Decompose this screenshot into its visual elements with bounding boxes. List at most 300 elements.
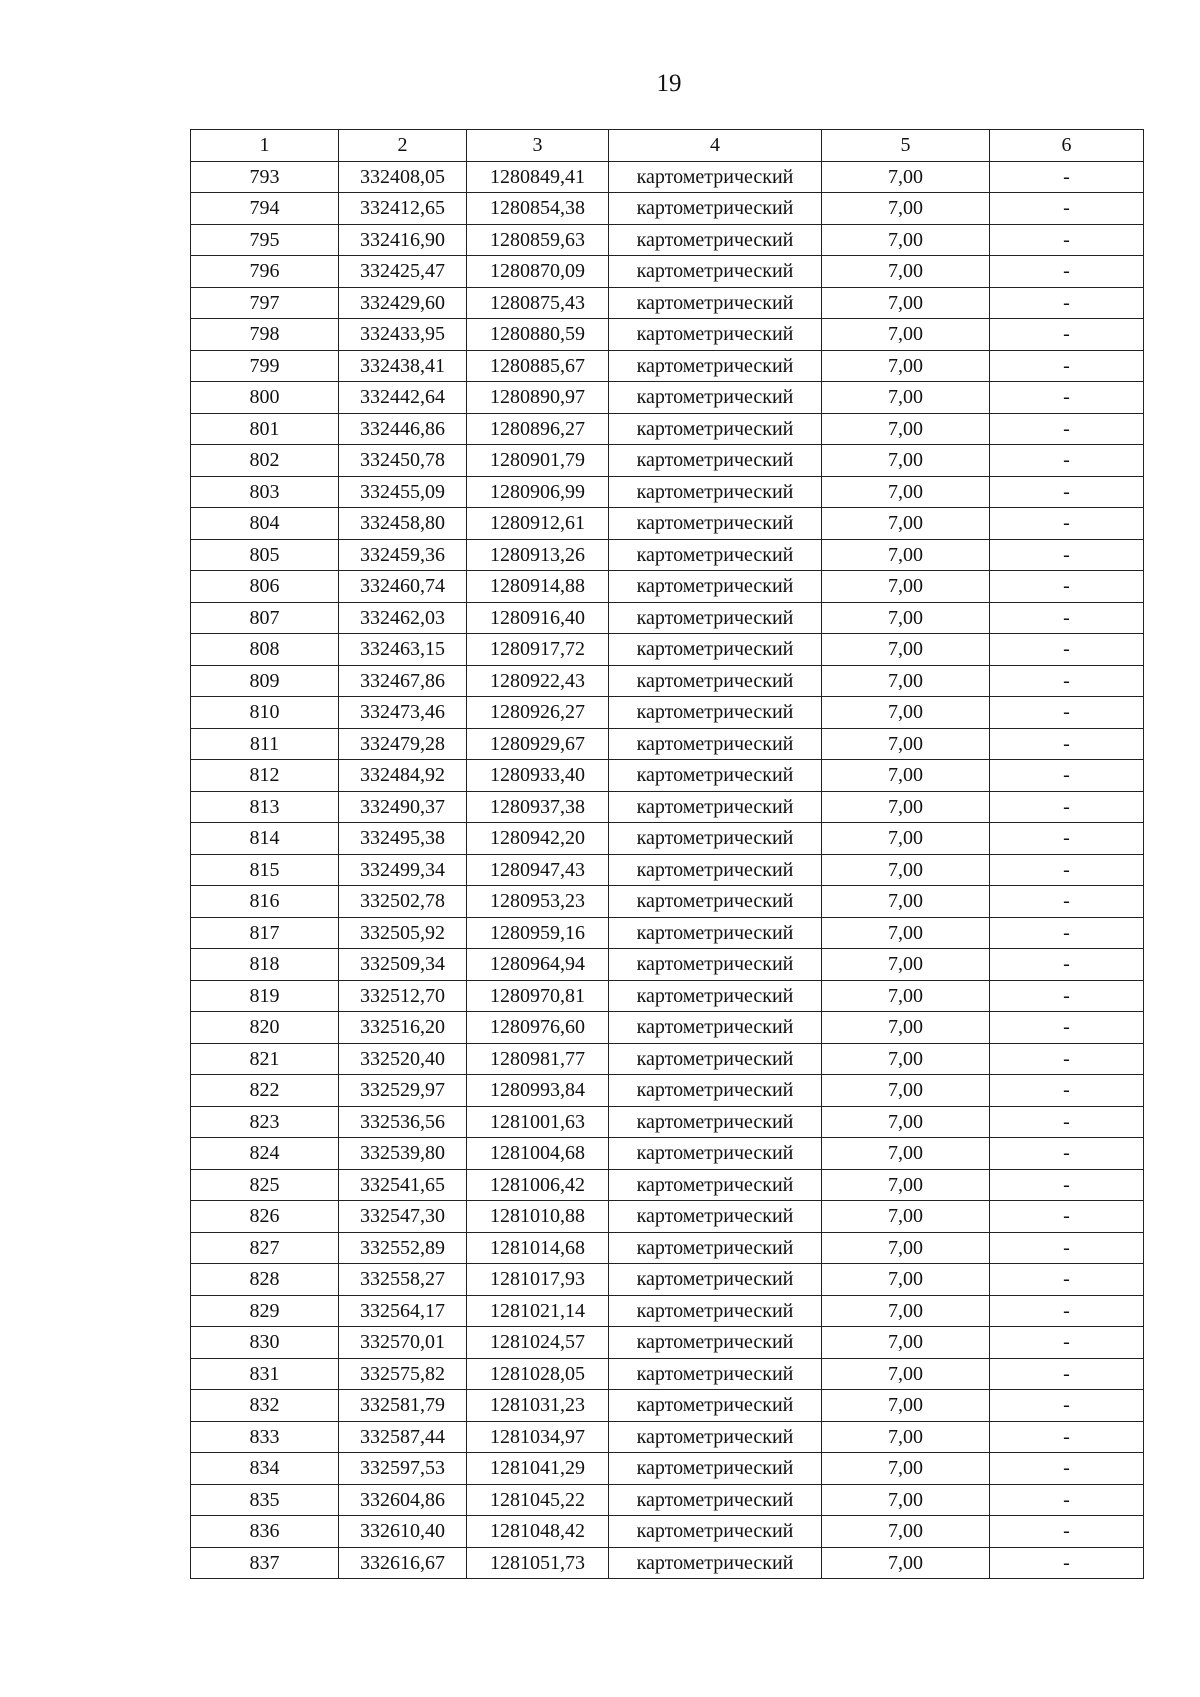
accuracy-cell: 7,00 [822,602,990,634]
point-number-cell: 814 [191,823,339,855]
x-coordinate-cell: 332462,03 [339,602,467,634]
table-row [191,1075,1144,1107]
description-cell: - [990,1169,1144,1201]
description-cell: - [990,665,1144,697]
point-number-cell: 821 [191,1043,339,1075]
method-cell: картометрический [609,917,822,949]
x-coordinate-cell: 332520,40 [339,1043,467,1075]
y-coordinate-cell: 1280964,94 [467,949,609,981]
table-row [191,1138,1144,1170]
x-coordinate-cell: 332564,17 [339,1295,467,1327]
description-cell: - [990,760,1144,792]
accuracy-cell: 7,00 [822,854,990,886]
description-cell: - [990,161,1144,193]
point-number-cell: 825 [191,1169,339,1201]
accuracy-cell: 7,00 [822,760,990,792]
y-coordinate-cell: 1280896,27 [467,413,609,445]
accuracy-cell: 7,00 [822,1453,990,1485]
table-row [191,1516,1144,1548]
accuracy-cell: 7,00 [822,791,990,823]
x-coordinate-cell: 332463,15 [339,634,467,666]
table-row [191,350,1144,382]
accuracy-cell: 7,00 [822,1138,990,1170]
accuracy-cell: 7,00 [822,823,990,855]
y-coordinate-cell: 1281028,05 [467,1358,609,1390]
y-coordinate-cell: 1281010,88 [467,1201,609,1233]
table-row [191,1358,1144,1390]
x-coordinate-cell: 332459,36 [339,539,467,571]
y-coordinate-cell: 1280981,77 [467,1043,609,1075]
y-coordinate-cell: 1280859,63 [467,224,609,256]
point-number-cell: 802 [191,445,339,477]
description-cell: - [990,1484,1144,1516]
description-cell: - [990,350,1144,382]
point-number-cell: 831 [191,1358,339,1390]
x-coordinate-cell: 332539,80 [339,1138,467,1170]
table-row [191,1012,1144,1044]
x-coordinate-cell: 332479,28 [339,728,467,760]
accuracy-cell: 7,00 [822,1075,990,1107]
x-coordinate-cell: 332455,09 [339,476,467,508]
accuracy-cell: 7,00 [822,1327,990,1359]
accuracy-cell: 7,00 [822,287,990,319]
method-cell: картометрический [609,1295,822,1327]
point-number-cell: 804 [191,508,339,540]
accuracy-cell: 7,00 [822,1264,990,1296]
accuracy-cell: 7,00 [822,1232,990,1264]
method-cell: картометрический [609,1232,822,1264]
description-cell: - [990,980,1144,1012]
y-coordinate-cell: 1280929,67 [467,728,609,760]
method-cell: картометрический [609,193,822,225]
x-coordinate-cell: 332558,27 [339,1264,467,1296]
point-number-cell: 833 [191,1421,339,1453]
table-row [191,1043,1144,1075]
y-coordinate-cell: 1280906,99 [467,476,609,508]
point-number-cell: 808 [191,634,339,666]
method-cell: картометрический [609,256,822,288]
table-row [191,287,1144,319]
y-coordinate-cell: 1280970,81 [467,980,609,1012]
method-cell: картометрический [609,1516,822,1548]
method-cell: картометрический [609,1358,822,1390]
table-row [191,539,1144,571]
x-coordinate-cell: 332512,70 [339,980,467,1012]
y-coordinate-cell: 1281048,42 [467,1516,609,1548]
point-number-cell: 801 [191,413,339,445]
accuracy-cell: 7,00 [822,382,990,414]
method-cell: картометрический [609,508,822,540]
description-cell: - [990,823,1144,855]
point-number-cell: 836 [191,1516,339,1548]
x-coordinate-cell: 332458,80 [339,508,467,540]
y-coordinate-cell: 1281051,73 [467,1547,609,1579]
method-cell: картометрический [609,571,822,603]
method-cell: картометрический [609,886,822,918]
table-body [191,161,1144,1579]
table-row [191,1327,1144,1359]
point-number-cell: 830 [191,1327,339,1359]
point-number-cell: 816 [191,886,339,918]
x-coordinate-cell: 332541,65 [339,1169,467,1201]
y-coordinate-cell: 1280849,41 [467,161,609,193]
point-number-cell: 807 [191,602,339,634]
point-number-cell: 799 [191,350,339,382]
point-number-cell: 829 [191,1295,339,1327]
accuracy-cell: 7,00 [822,697,990,729]
y-coordinate-cell: 1281004,68 [467,1138,609,1170]
description-cell: - [990,1232,1144,1264]
y-coordinate-cell: 1280953,23 [467,886,609,918]
table-row [191,571,1144,603]
x-coordinate-cell: 332597,53 [339,1453,467,1485]
description-cell: - [990,697,1144,729]
description-cell: - [990,1138,1144,1170]
description-cell: - [990,476,1144,508]
coordinates-table [190,129,1144,1579]
description-cell: - [990,1043,1144,1075]
point-number-cell: 812 [191,760,339,792]
description-cell: - [990,1547,1144,1579]
table-row [191,1484,1144,1516]
description-cell: - [990,634,1144,666]
table-row [191,1106,1144,1138]
accuracy-cell: 7,00 [822,1358,990,1390]
point-number-cell: 809 [191,665,339,697]
column-header: 3 [467,130,609,162]
accuracy-cell: 7,00 [822,1106,990,1138]
point-number-cell: 820 [191,1012,339,1044]
table-row [191,413,1144,445]
table-row [191,224,1144,256]
description-cell: - [990,1295,1144,1327]
method-cell: картометрический [609,1421,822,1453]
x-coordinate-cell: 332575,82 [339,1358,467,1390]
point-number-cell: 822 [191,1075,339,1107]
table-row [191,917,1144,949]
table-row [191,319,1144,351]
table-row [191,1169,1144,1201]
accuracy-cell: 7,00 [822,949,990,981]
x-coordinate-cell: 332536,56 [339,1106,467,1138]
description-cell: - [990,1453,1144,1485]
description-cell: - [990,1201,1144,1233]
point-number-cell: 826 [191,1201,339,1233]
description-cell: - [990,949,1144,981]
x-coordinate-cell: 332433,95 [339,319,467,351]
accuracy-cell: 7,00 [822,917,990,949]
point-number-cell: 827 [191,1232,339,1264]
y-coordinate-cell: 1280912,61 [467,508,609,540]
accuracy-cell: 7,00 [822,1547,990,1579]
x-coordinate-cell: 332581,79 [339,1390,467,1422]
accuracy-cell: 7,00 [822,445,990,477]
x-coordinate-cell: 332505,92 [339,917,467,949]
point-number-cell: 828 [191,1264,339,1296]
accuracy-cell: 7,00 [822,161,990,193]
accuracy-cell: 7,00 [822,1390,990,1422]
y-coordinate-cell: 1281034,97 [467,1421,609,1453]
accuracy-cell: 7,00 [822,1295,990,1327]
method-cell: картометрический [609,1484,822,1516]
table-row [191,949,1144,981]
point-number-cell: 811 [191,728,339,760]
table-row [191,1421,1144,1453]
table-row [191,728,1144,760]
x-coordinate-cell: 332570,01 [339,1327,467,1359]
description-cell: - [990,287,1144,319]
description-cell: - [990,1358,1144,1390]
y-coordinate-cell: 1280917,72 [467,634,609,666]
point-number-cell: 817 [191,917,339,949]
method-cell: картометрический [609,791,822,823]
point-number-cell: 805 [191,539,339,571]
y-coordinate-cell: 1281017,93 [467,1264,609,1296]
method-cell: картометрический [609,1453,822,1485]
accuracy-cell: 7,00 [822,1484,990,1516]
point-number-cell: 810 [191,697,339,729]
table-row [191,1547,1144,1579]
description-cell: - [990,1327,1144,1359]
method-cell: картометрический [609,1264,822,1296]
method-cell: картометрический [609,350,822,382]
description-cell: - [990,539,1144,571]
point-number-cell: 795 [191,224,339,256]
method-cell: картометрический [609,1547,822,1579]
description-cell: - [990,602,1144,634]
y-coordinate-cell: 1280947,43 [467,854,609,886]
x-coordinate-cell: 332529,97 [339,1075,467,1107]
accuracy-cell: 7,00 [822,413,990,445]
accuracy-cell: 7,00 [822,350,990,382]
table-row [191,760,1144,792]
y-coordinate-cell: 1281014,68 [467,1232,609,1264]
method-cell: картометрический [609,665,822,697]
column-header: 2 [339,130,467,162]
y-coordinate-cell: 1280937,38 [467,791,609,823]
description-cell: - [990,413,1144,445]
method-cell: картометрический [609,634,822,666]
table-row [191,823,1144,855]
point-number-cell: 797 [191,287,339,319]
accuracy-cell: 7,00 [822,1516,990,1548]
description-cell: - [990,193,1144,225]
y-coordinate-cell: 1280916,40 [467,602,609,634]
point-number-cell: 834 [191,1453,339,1485]
method-cell: картометрический [609,760,822,792]
x-coordinate-cell: 332610,40 [339,1516,467,1548]
description-cell: - [990,382,1144,414]
y-coordinate-cell: 1280890,97 [467,382,609,414]
accuracy-cell: 7,00 [822,665,990,697]
method-cell: картометрический [609,1201,822,1233]
description-cell: - [990,1390,1144,1422]
table-row [191,886,1144,918]
accuracy-cell: 7,00 [822,886,990,918]
method-cell: картометрический [609,1169,822,1201]
description-cell: - [990,1516,1144,1548]
y-coordinate-cell: 1281031,23 [467,1390,609,1422]
accuracy-cell: 7,00 [822,1012,990,1044]
method-cell: картометрический [609,1390,822,1422]
description-cell: - [990,508,1144,540]
y-coordinate-cell: 1281024,57 [467,1327,609,1359]
accuracy-cell: 7,00 [822,256,990,288]
column-header: 6 [990,130,1144,162]
table-row [191,508,1144,540]
table-row [191,665,1144,697]
method-cell: картометрический [609,980,822,1012]
point-number-cell: 824 [191,1138,339,1170]
x-coordinate-cell: 332499,34 [339,854,467,886]
table-row [191,1295,1144,1327]
description-cell: - [990,224,1144,256]
x-coordinate-cell: 332425,47 [339,256,467,288]
description-cell: - [990,319,1144,351]
point-number-cell: 793 [191,161,339,193]
method-cell: картометрический [609,949,822,981]
x-coordinate-cell: 332429,60 [339,287,467,319]
y-coordinate-cell: 1280901,79 [467,445,609,477]
accuracy-cell: 7,00 [822,319,990,351]
y-coordinate-cell: 1280926,27 [467,697,609,729]
y-coordinate-cell: 1280875,43 [467,287,609,319]
method-cell: картометрический [609,1138,822,1170]
description-cell: - [990,1106,1144,1138]
method-cell: картометрический [609,602,822,634]
accuracy-cell: 7,00 [822,728,990,760]
accuracy-cell: 7,00 [822,571,990,603]
method-cell: картометрический [609,476,822,508]
y-coordinate-cell: 1281006,42 [467,1169,609,1201]
x-coordinate-cell: 332516,20 [339,1012,467,1044]
point-number-cell: 803 [191,476,339,508]
x-coordinate-cell: 332473,46 [339,697,467,729]
y-coordinate-cell: 1280885,67 [467,350,609,382]
table-row [191,445,1144,477]
y-coordinate-cell: 1280854,38 [467,193,609,225]
y-coordinate-cell: 1280914,88 [467,571,609,603]
accuracy-cell: 7,00 [822,634,990,666]
point-number-cell: 818 [191,949,339,981]
point-number-cell: 813 [191,791,339,823]
description-cell: - [990,1421,1144,1453]
description-cell: - [990,571,1144,603]
table-row [191,1232,1144,1264]
method-cell: картометрический [609,697,822,729]
description-cell: - [990,256,1144,288]
table-row [191,602,1144,634]
y-coordinate-cell: 1280976,60 [467,1012,609,1044]
accuracy-cell: 7,00 [822,1421,990,1453]
x-coordinate-cell: 332616,67 [339,1547,467,1579]
accuracy-cell: 7,00 [822,508,990,540]
description-cell: - [990,854,1144,886]
y-coordinate-cell: 1280870,09 [467,256,609,288]
description-cell: - [990,1012,1144,1044]
table-row [191,1264,1144,1296]
column-header: 1 [191,130,339,162]
x-coordinate-cell: 332460,74 [339,571,467,603]
description-cell: - [990,886,1144,918]
y-coordinate-cell: 1281001,63 [467,1106,609,1138]
table-row [191,476,1144,508]
point-number-cell: 796 [191,256,339,288]
accuracy-cell: 7,00 [822,980,990,1012]
method-cell: картометрический [609,728,822,760]
point-number-cell: 806 [191,571,339,603]
accuracy-cell: 7,00 [822,476,990,508]
accuracy-cell: 7,00 [822,1043,990,1075]
y-coordinate-cell: 1280913,26 [467,539,609,571]
point-number-cell: 798 [191,319,339,351]
x-coordinate-cell: 332552,89 [339,1232,467,1264]
x-coordinate-cell: 332450,78 [339,445,467,477]
x-coordinate-cell: 332547,30 [339,1201,467,1233]
column-header: 4 [609,130,822,162]
y-coordinate-cell: 1280942,20 [467,823,609,855]
method-cell: картометрический [609,823,822,855]
method-cell: картометрический [609,413,822,445]
point-number-cell: 832 [191,1390,339,1422]
table-row [191,161,1144,193]
table-row [191,1453,1144,1485]
description-cell: - [990,445,1144,477]
method-cell: картометрический [609,539,822,571]
x-coordinate-cell: 332587,44 [339,1421,467,1453]
table-row [191,791,1144,823]
method-cell: картометрический [609,1012,822,1044]
method-cell: картометрический [609,1043,822,1075]
method-cell: картометрический [609,854,822,886]
x-coordinate-cell: 332509,34 [339,949,467,981]
point-number-cell: 823 [191,1106,339,1138]
method-cell: картометрический [609,445,822,477]
method-cell: картометрический [609,1106,822,1138]
method-cell: картометрический [609,1075,822,1107]
y-coordinate-cell: 1280880,59 [467,319,609,351]
point-number-cell: 835 [191,1484,339,1516]
page-number: 19 [656,70,682,97]
accuracy-cell: 7,00 [822,193,990,225]
description-cell: - [990,1264,1144,1296]
accuracy-cell: 7,00 [822,224,990,256]
table-row [191,382,1144,414]
y-coordinate-cell: 1281045,22 [467,1484,609,1516]
accuracy-cell: 7,00 [822,539,990,571]
y-coordinate-cell: 1280922,43 [467,665,609,697]
table-row [191,697,1144,729]
method-cell: картометрический [609,319,822,351]
y-coordinate-cell: 1281021,14 [467,1295,609,1327]
method-cell: картометрический [609,224,822,256]
x-coordinate-cell: 332408,05 [339,161,467,193]
accuracy-cell: 7,00 [822,1169,990,1201]
x-coordinate-cell: 332412,65 [339,193,467,225]
x-coordinate-cell: 332438,41 [339,350,467,382]
table-row [191,1201,1144,1233]
column-header: 5 [822,130,990,162]
point-number-cell: 819 [191,980,339,1012]
y-coordinate-cell: 1280933,40 [467,760,609,792]
x-coordinate-cell: 332442,64 [339,382,467,414]
table-row [191,854,1144,886]
y-coordinate-cell: 1281041,29 [467,1453,609,1485]
description-cell: - [990,1075,1144,1107]
x-coordinate-cell: 332604,86 [339,1484,467,1516]
point-number-cell: 837 [191,1547,339,1579]
table-row [191,193,1144,225]
